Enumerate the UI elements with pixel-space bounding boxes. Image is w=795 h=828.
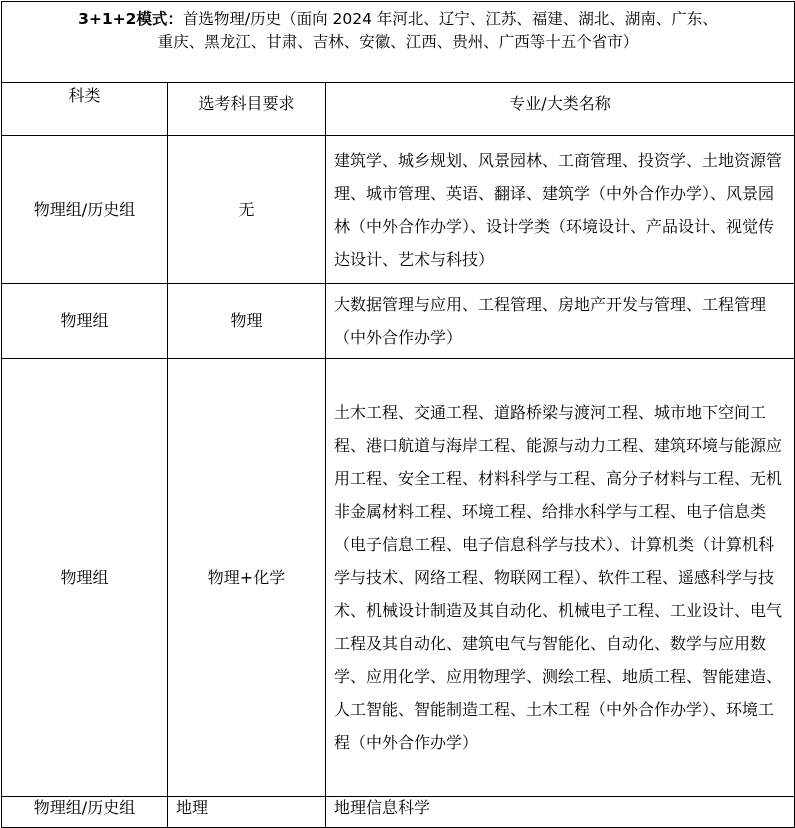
header-required-subjects: 选考科目要求 [168,83,326,136]
table-caption [2,2,795,83]
document-page [0,1,795,826]
row-category: 物理组 [2,359,168,797]
row-majors: 土木工程、交通工程、道路桥梁与渡河工程、城市地下空间工程、港口航道与海岸工程、能源与动力工程、建筑环境与能源应用工程、安全工程、材料科学与工程、高分子材料与工程、无机非金属材料工程、环境工程、给排水科学与工程、电子信息类（电子信息工程、电子信息科学与技术）、计算机类（计算机科学与技术、网络工程、物联网工程）、软件工程、遥感科学与技术、机械设计制造及其自动化、机械电子工程、工业设计、电气工程及其自动化、建筑电气与智能化、自动化、数学与应用数学、应用化学、应用物理学、测绘工程、地质工程、智能建造、人工智能、智能制造工程、土木工程（中外合作办学）、环境工程（中外合作办学） [326,359,795,797]
table-row [2,284,795,359]
row-category: 物理组/历史组 [2,136,168,284]
row-majors: 建筑学、城乡规划、风景园林、工商管理、投资学、土地资源管理、城市管理、英语、翻译、建筑学（中外合作办学）、风景园林（中外合作办学）、设计学类（环境设计、产品设计、视觉传达设计、艺术与科技） [326,136,795,284]
table-row [2,359,795,797]
row-requirement: 无 [168,136,326,284]
header-majors: 专业/大类名称 [326,83,795,136]
table-row [2,797,795,828]
row-requirement: 物理 [168,284,326,359]
header-row [2,83,795,136]
header-subject-category: 科类 [2,83,168,136]
caption-line2: 重庆、黑龙江、甘肃、吉林、安徽、江西、贵州、广西等十五个省市） [157,33,639,51]
table-row [2,136,795,284]
row-majors: 大数据管理与应用、工程管理、房地产开发与管理、工程管理（中外合作办学） [326,284,795,359]
row-majors: 地理信息科学 [326,797,795,828]
majors-table [1,1,795,828]
caption-mode: 3+1+2模式： [78,10,183,28]
caption-row [2,2,795,83]
row-category: 物理组 [2,284,168,359]
row-requirement: 地理 [168,797,326,828]
row-requirement: 物理+化学 [168,359,326,797]
caption-line1: 首选物理/历史（面向 2024 年河北、辽宁、江苏、福建、湖北、湖南、广东、 [182,10,718,28]
row-category: 物理组/历史组 [2,797,168,828]
